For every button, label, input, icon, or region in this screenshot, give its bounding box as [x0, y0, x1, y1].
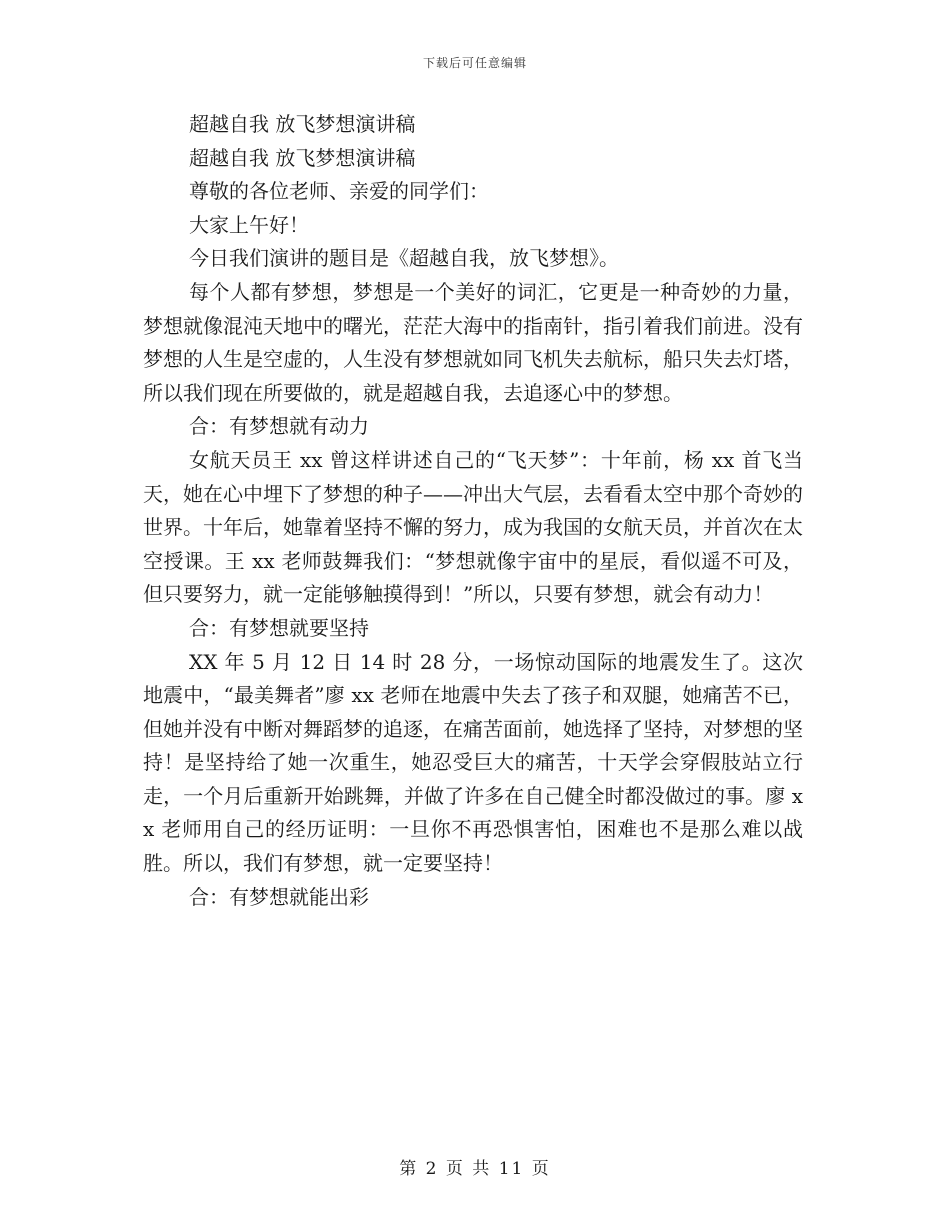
page-number-footer: 第 2 页 共 11 页 — [399, 1159, 551, 1179]
section-heading: 合：有梦想就有动力 — [189, 414, 369, 439]
document-body — [143, 108, 803, 914]
body-paragraph: 每个人都有梦想，梦想是一个美好的词汇，它更是一种奇妙的力量，梦想就像混沌天地中的曙光，茫茫大海中的指南针，指引着我们前进。没有梦想的人生是空虚的，人生没有梦想就如同飞机失去航标，船只失去灯塔，所以我们现在所要做的，就是超越自我，去追逐心中的梦想。 — [143, 279, 803, 405]
topic-intro: 今日我们演讲的题目是《超越自我，放飞梦想》。 — [189, 246, 619, 271]
salutation: 尊敬的各位老师、亲爱的同学们： — [189, 179, 489, 204]
greeting: 大家上午好！ — [189, 212, 309, 237]
document-title: 超越自我 放飞梦想演讲稿 — [189, 112, 416, 136]
speech-title: 超越自我 放飞梦想演讲稿 — [189, 145, 416, 170]
section-heading: 合：有梦想就要坚持 — [189, 615, 369, 640]
body-paragraph: 女航天员王 xx 曾这样讲述自己的“飞天梦”：十年前，杨 xx 首飞当天，她在心中埋下了梦想的种子——冲出大气层，去看看太空中那个奇妙的世界。十年后，她靠着坚持不懈的努力，成为我国的女航天员，并首次在太空授课。王 xx 老师鼓舞我们：“梦想就像宇宙中的星辰，看似遥不可及，但只要努力，就一定能够触摸得到！”所以，只要有梦想，就会有动力！ — [143, 447, 803, 607]
section-heading: 合：有梦想就能出彩 — [189, 884, 369, 909]
page-header: 下载后可任意编辑 — [422, 56, 527, 70]
body-paragraph: XX 年 5 月 12 日 14 时 28 分，一场惊动国际的地震发生了。这次地震中，“最美舞者”廖 xx 老师在地震中失去了孩子和双腿，她痛苦不已，但她并没有中断对舞蹈梦的追逐，在痛苦面前，她选择了坚持，对梦想的坚持！是坚持给了她一次重生，她忍受巨大的痛苦，十天学会穿假肢站立行走，一个月后重新开始跳舞，并做了许多在自己健全时都没做过的事。廖 xx 老师用自己的经历证明：一旦你不再恐惧害怕，困难也不是那么难以战胜。所以，我们有梦想，就一定要坚持！ — [143, 649, 803, 876]
